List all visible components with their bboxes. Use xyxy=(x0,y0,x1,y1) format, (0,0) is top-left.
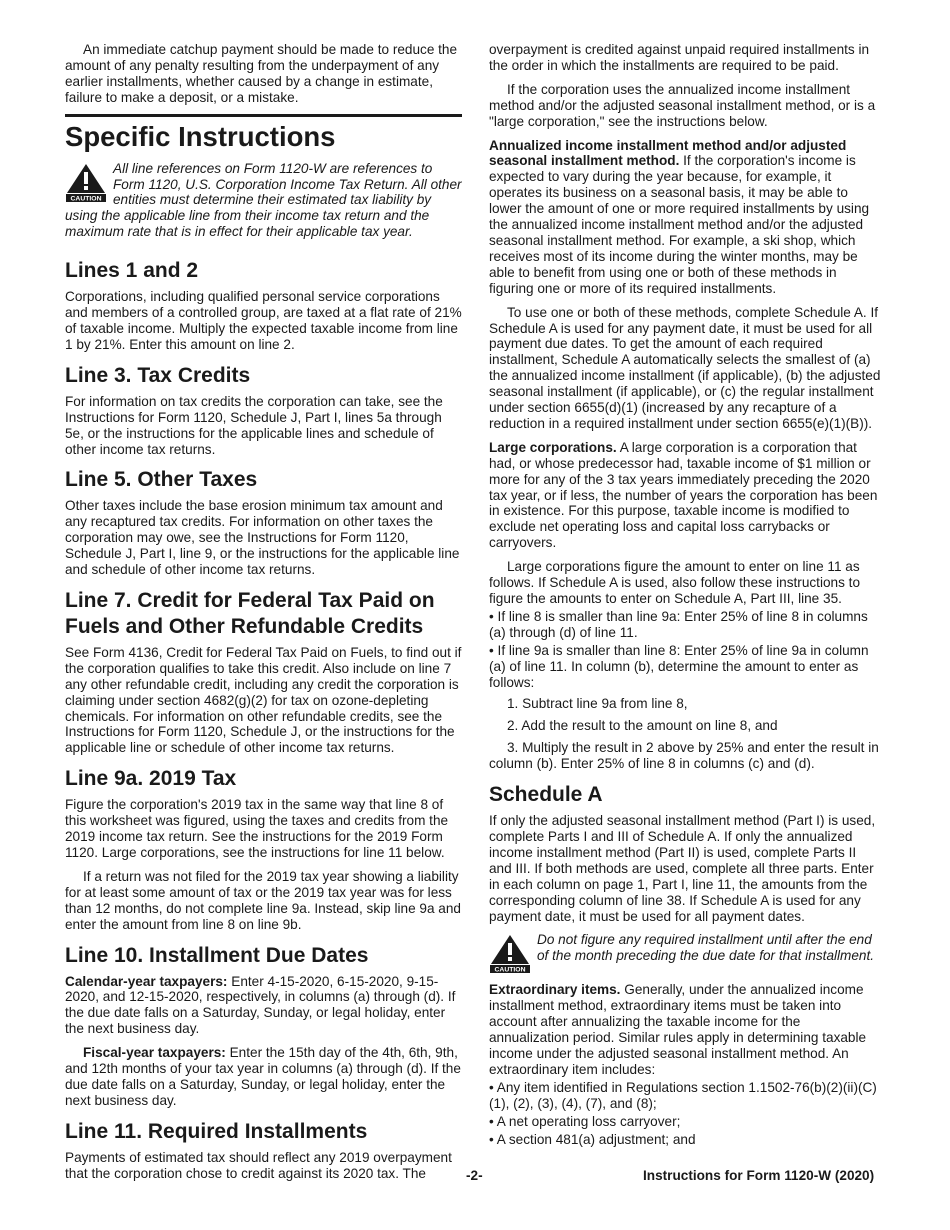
bullet-item: • A section 481(a) adjustment; and xyxy=(489,1131,696,1147)
caution-label: CAUTION xyxy=(70,195,102,203)
large-corp-text-2: Large corporations figure the amount to enter on line 11 as follows. If Schedule A is used, also follow these instructions to figure the amounts to enter on Schedule A, Part III, line 35. xyxy=(489,559,861,606)
line-7-heading: Line 7. Credit for Federal Tax Paid on Fuels and Other Refundable Credits xyxy=(65,588,435,638)
caution-icon xyxy=(489,934,531,974)
line-7-text: See Form 4136, Credit for Federal Tax Paid on Fuels, to find out if the corporation qualifies to take this credit. Also include on line 7 any other refundable credit, including any credit the corporation is claiming under section 4682(g)(2) for tax on ozone-depleting chemicals. For information on other refundable credits, see the Instructions for Form 1120, Schedule J, or the instructions for the applicable line or schedule of other income tax returns. xyxy=(65,644,462,756)
continued-text-2: If the corporation uses the annualized income installment method and/or the adjusted seasonal installment method, or is a "large corporation," see the instructions below. xyxy=(489,81,876,129)
annualized-text-2: To use one or both of these methods, complete Schedule A. If Schedule A is used for any payment date, it must be used for all payment due dates. To get the amount of each required installment, Schedule A automatically selects the smallest of (a) the annualized income installment (if applicable), (b) the adjusted seasonal installment (if applicable), or (c) the regular installment under section 6655(d)(1) (increased by any recapture of a reduction in a required installment under section 6655(e)(1)(B)). xyxy=(489,304,881,431)
specific-instructions-heading: Specific Instructions xyxy=(65,114,462,153)
right-column xyxy=(489,42,882,1149)
line-3-text: For information on tax credits the corporation can take, see the Instructions for Form 1120, Schedule J, Part I, lines 5a through 5e, or the instructions for the applicable lines and schedule of other income tax returns. xyxy=(65,393,443,457)
footer-title: Instructions for Form 1120-W (2020) xyxy=(643,1168,875,1183)
lines-1-2-heading: Lines 1 and 2 xyxy=(65,259,199,283)
line-10-heading: Line 10. Installment Due Dates xyxy=(65,943,369,967)
caution-note xyxy=(489,932,882,974)
large-corp-text: A large corporation is a corporation that had, or whose predecessor had, taxable income of $1 million or more for any of the 3 tax years immediately preceding the 2020 tax year, or if less, the number of years the corporation has been in existence. For this purpose, taxable income is modified to exclude net operating loss and capital loss carrybacks or carryovers. xyxy=(489,439,878,551)
line-9a-text-2: If a return was not filed for the 2019 tax year showing a liability for at least some amount of tax or the 2019 tax year was for less than 12 months, do not complete line 9a. Instead, skip line 9a and enter the amount from line 8 on line 9b. xyxy=(65,868,461,932)
bullet-item: • If line 9a is smaller than line 8: Enter 25% of line 9a in column (a) of line 11. In column (b), determine the amount to enter as follows: xyxy=(489,642,869,690)
page-number: -2- xyxy=(466,1168,483,1183)
step-3: 3. Multiply the result in 2 above by 25% and enter the result in column (b). Enter 25% of line 8 in columns (c) and (d). xyxy=(489,740,879,772)
annualized-paragraph xyxy=(489,138,882,297)
fiscal-label: Fiscal-year taxpayers: xyxy=(83,1045,226,1061)
fiscal-text: Enter the 15th day of the 4th, 6th, 9th, and 12th months of your tax year in columns (a) through (d). If the due date falls on a Saturday, Sunday, or legal holiday, enter the next business day. xyxy=(65,1045,461,1108)
continued-text-1: overpayment is credited against unpaid required installments in the order in which the installments are required to be paid. xyxy=(489,42,870,73)
step-2: 2. Add the result to the amount on line 8, and xyxy=(507,718,778,734)
extraordinary-label: Extraordinary items. xyxy=(489,982,621,998)
line-3-heading: Line 3. Tax Credits xyxy=(65,363,251,387)
schedule-a-text: If only the adjusted seasonal installment method (Part I) is used, complete Parts I and III of Schedule A. If only the annualized income installment method (Part II) is used, complete Parts II and III. If both methods are used, complete all three parts. Enter in each column on page 1, Part I, line 11, the amounts from the corresponding column of line 38. If Schedule A is used for any payment date, it must be used for all payment dates. xyxy=(489,813,876,924)
line-9a-heading: Line 9a. 2019 Tax xyxy=(65,767,237,791)
step-1: 1. Subtract line 9a from line 8, xyxy=(507,696,688,712)
left-column xyxy=(65,42,462,1190)
caution-label: CAUTION xyxy=(494,966,526,974)
bullet-item: • A net operating loss carryover; xyxy=(489,1113,681,1129)
caution-icon xyxy=(65,163,107,203)
calendar-text: Enter 4-15-2020, 6-15-2020, 9-15-2020, and 12-15-2020, respectively, in columns (a) through (d). If the due date falls on a Saturday, Sunday, or legal holiday, enter the next business day. xyxy=(65,973,456,1037)
large-corp-paragraph xyxy=(489,440,882,551)
extraordinary-paragraph xyxy=(489,982,882,1077)
line-10-calendar xyxy=(65,974,462,1038)
line-5-heading: Line 5. Other Taxes xyxy=(65,468,258,492)
annualized-label: Annualized income installment method and/or adjusted seasonal installment method. xyxy=(489,137,847,169)
line-10-fiscal xyxy=(65,1045,462,1109)
bullet-item: • If line 8 is smaller than line 9a: Enter 25% of line 8 in columns (a) through (d) of line 11. xyxy=(489,608,868,640)
line-11-text: Payments of estimated tax should reflect any 2019 overpayment that the corporation chose to credit against its 2020 tax. The xyxy=(65,1149,452,1181)
lines-1-2-text: Corporations, including qualified personal service corporations and members of a controlled group, are taxed at a flat rate of 21% of taxable income. Multiply the expected taxable income from line 1 by 21%. Enter this amount on line 2. xyxy=(65,289,462,352)
caution-note xyxy=(65,161,462,241)
bullet-item: • Any item identified in Regulations section 1.1502-76(b)(2)(ii)(C)(1), (2), (3), (4), (7), and (8); xyxy=(489,1079,877,1111)
line-11-heading: Line 11. Required Installments xyxy=(65,1119,368,1143)
line-9a-text-1: Figure the corporation's 2019 tax in the same way that line 8 of this worksheet was figured, using the taxes and credits from the 2019 income tax return. See the instructions for the 2019 Form 1120. Large corporations, see the instructions for line 11 below. xyxy=(65,797,449,860)
large-corp-label: Large corporations. xyxy=(489,439,617,455)
caution-text: All line references on Form 1120-W are references to Form 1120, U.S. Corporation Income Tax Return. All other entities must determine their estimated tax liability by using the applicable line from their income tax return and the maximum rate that is in effect for their applicable tax year. xyxy=(65,160,462,240)
calendar-label: Calendar-year taxpayers: xyxy=(65,973,228,989)
extraordinary-text: Generally, under the annualized income installment method, extraordinary items must be taken into account after annualizing the taxable income for the annualization period. Similar rules apply in determining taxable income under the adjusted seasonal installment method. An extraordinary item includes: xyxy=(489,982,867,1077)
line-5-text: Other taxes include the base erosion minimum tax amount and any recaptured tax credits. For information on other taxes the corporation may owe, see the Instructions for Form 1120, Schedule J, Part I, line 9, or the instructions for the applicable line and schedule of other income tax returns. xyxy=(65,498,460,578)
annualized-text: If the corporation's income is expected to vary during the year because, for example, it operates its business on a seasonal basis, it may be able to lower the amount of one or more required installments by using the annualized income installment method and/or the adjusted seasonal installment method. For example, a ski shop, which receives most of its income during the winter months, may be able to benefit from using one or both of these methods in figuring one or more of its required installments. xyxy=(489,153,870,296)
intro-paragraph: An immediate catchup payment should be made to reduce the amount of any penalty resulting from the underpayment of any earlier installments, whether caused by a change in estimate, failure to make a deposit, or a mistake. xyxy=(65,42,458,105)
caution-text: Do not figure any required installment until after the end of the month preceding the due date for that installment. xyxy=(537,932,875,964)
schedule-a-heading: Schedule A xyxy=(489,783,603,807)
